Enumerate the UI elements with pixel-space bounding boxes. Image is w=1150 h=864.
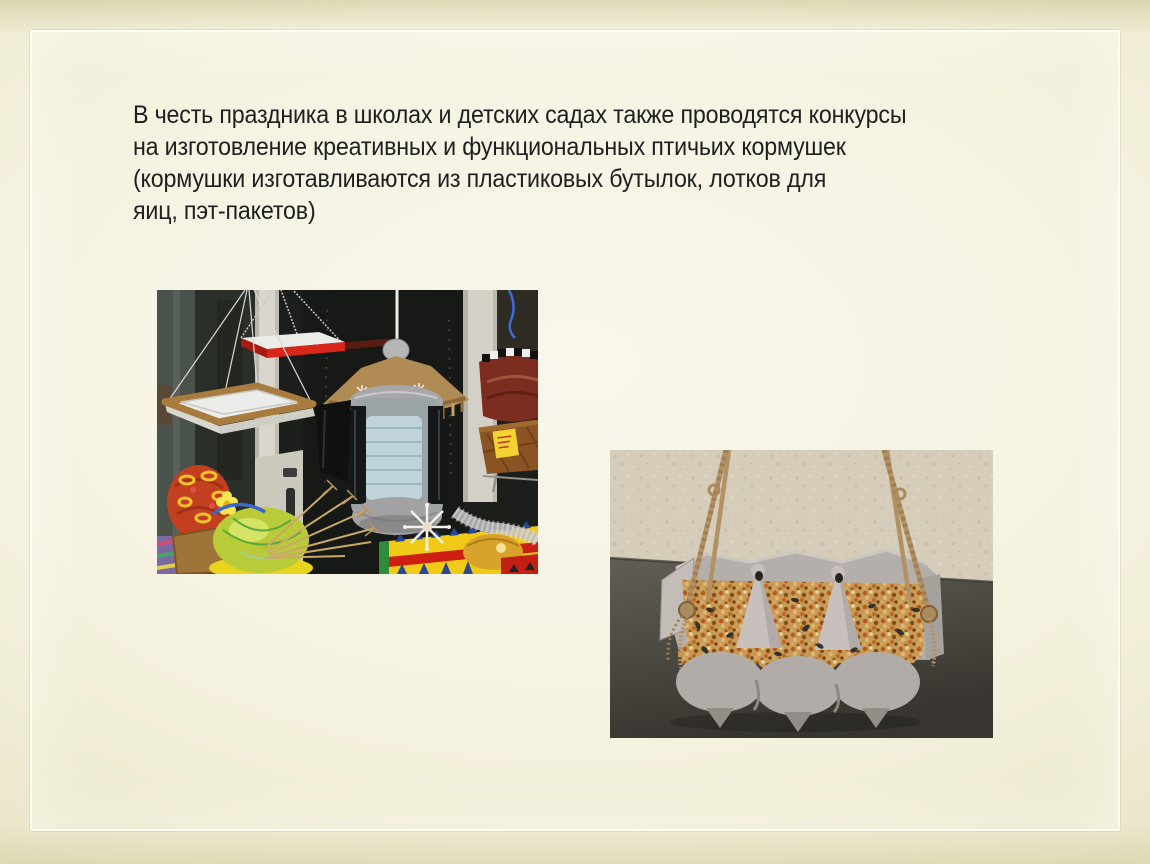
- text-line-3: (кормушки изготавливаются из пластиковых бутылок, лотков для: [133, 165, 827, 193]
- text-line-2: на изготовление креативных и функциональных птичьих кормушек: [133, 133, 846, 161]
- text-line-1: В честь праздника в школах и детских садах также проводятся конкурсы: [133, 101, 907, 129]
- text-line-4: яиц, пэт-пакетов): [133, 197, 316, 225]
- photo-bottle-feeders: [157, 290, 538, 574]
- egg-carton: [660, 550, 944, 732]
- body-text: [133, 99, 1073, 227]
- photo-egg-carton-feeder: [610, 450, 993, 738]
